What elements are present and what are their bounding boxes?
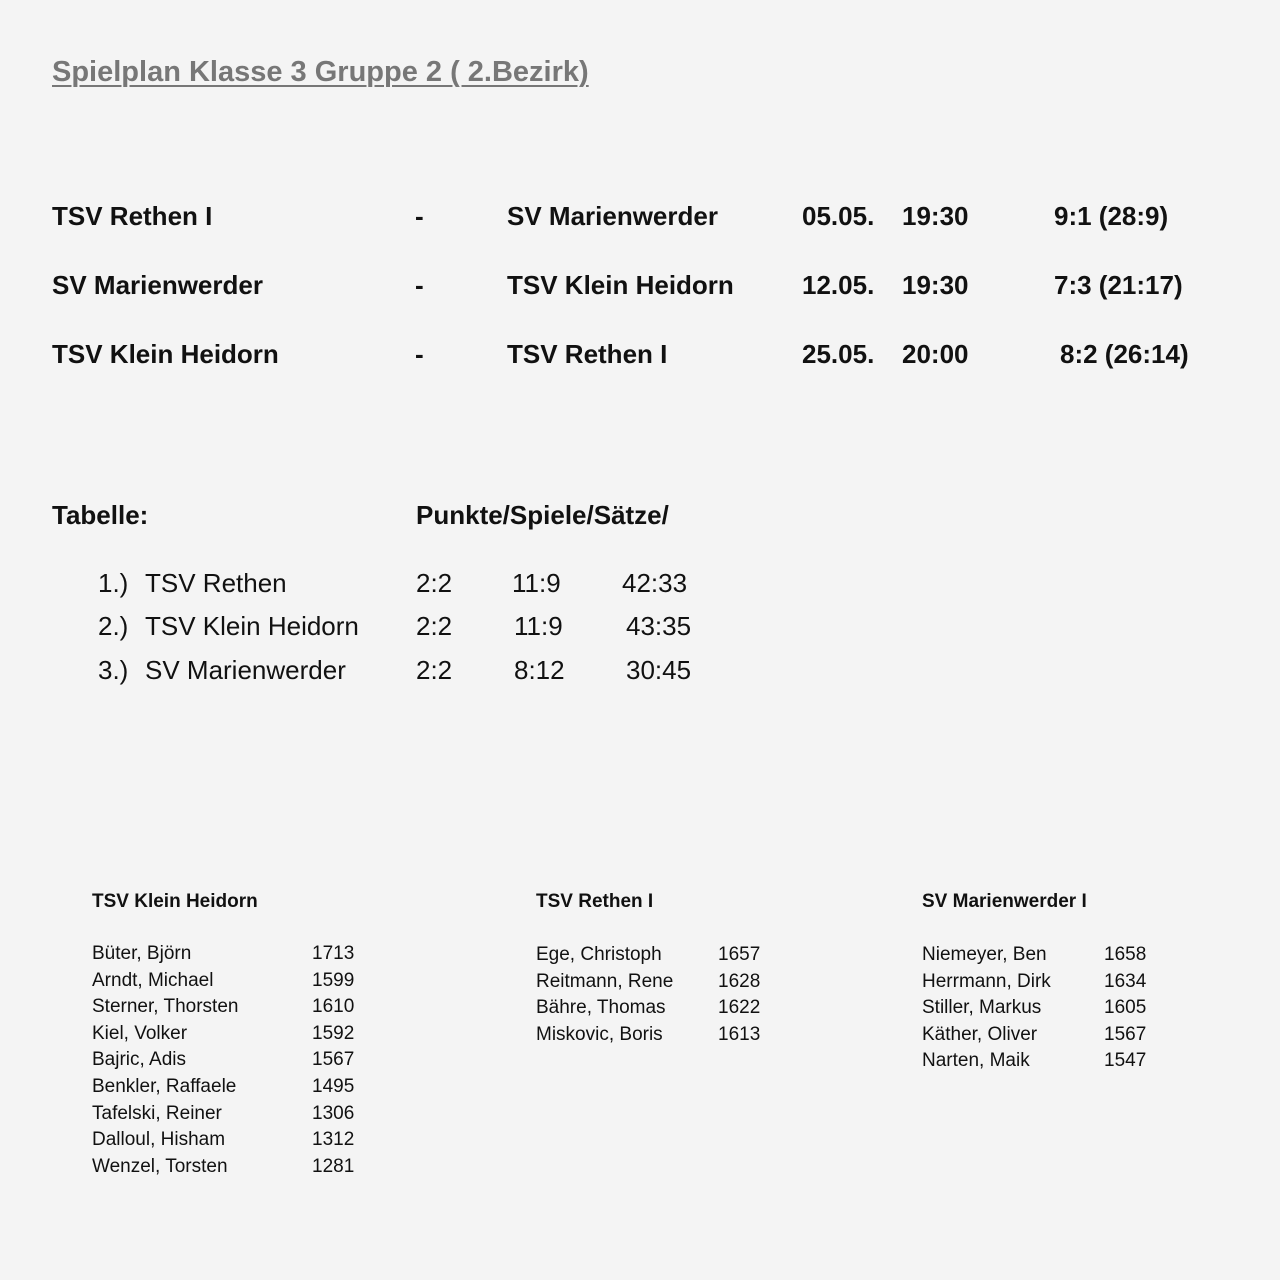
roster-player-row [92,941,392,967]
match-result: 7:3 (21:17) [1054,270,1183,300]
player-name: Käther, Oliver [922,1023,1038,1045]
match-away-team: TSV Rethen I [507,339,668,369]
match-home-team: TSV Rethen I [52,201,213,231]
standings-rank: 2.) [98,611,129,641]
match-away-team: TSV Klein Heidorn [507,270,734,300]
match-separator: - [415,339,424,369]
player-rating: 1306 [312,1102,355,1124]
match-date: 12.05. [802,270,875,300]
standings-rank: 1.) [98,568,129,598]
player-rating: 1281 [312,1155,355,1177]
player-name: Tafelski, Reiner [92,1102,222,1124]
roster-player-row [536,1022,836,1048]
player-rating: 1592 [312,1022,355,1044]
roster-player-row [92,1154,392,1180]
page-title: Spielplan Klasse 3 Gruppe 2 ( 2.Bezirk) [52,56,589,88]
player-rating: 1312 [312,1129,355,1151]
player-rating: 1599 [312,969,355,991]
roster-player-row [92,1047,392,1073]
roster-player-row [922,995,1222,1021]
roster-player-row [922,1048,1222,1074]
roster-player-row [536,969,836,995]
player-name: Niemeyer, Ben [922,944,1047,965]
standings-sets: 42:33 [622,568,688,598]
match-time: 19:30 [902,270,969,300]
roster-player-row [92,968,392,994]
match-row [0,265,1280,305]
match-date: 05.05. [802,201,875,231]
player-rating: 1613 [718,1023,761,1045]
roster-player-row [536,995,836,1021]
player-name: Arndt, Michael [92,969,214,991]
player-name: Bajric, Adis [92,1049,186,1071]
player-name: Dalloul, Hisham [92,1129,226,1151]
standings-team: TSV Rethen [145,568,287,598]
match-result: 9:1 (28:9) [1054,201,1169,231]
match-separator: - [415,270,424,300]
match-date: 25.05. [802,339,875,369]
player-rating: 1567 [1104,1023,1147,1045]
player-rating: 1610 [312,996,355,1018]
roster-title: TSV Rethen I [536,891,654,912]
player-rating: 1495 [312,1076,355,1097]
player-name: Büter, Björn [92,943,192,964]
roster-player-row [92,1127,392,1153]
standings-games: 11:9 [514,611,563,641]
roster-title: SV Marienwerder I [922,891,1087,912]
match-row [0,196,1280,236]
player-rating: 1634 [1104,970,1147,992]
standings-games: 11:9 [512,568,561,598]
match-time: 19:30 [902,201,969,231]
roster-player-row [922,1022,1222,1048]
player-name: Miskovic, Boris [536,1023,663,1045]
standings-row [0,650,1280,690]
player-name: Kiel, Volker [92,1022,188,1044]
player-name: Sterner, Thorsten [92,996,239,1018]
roster-player-row [92,994,392,1020]
roster-player-row [536,942,836,968]
match-home-team: TSV Klein Heidorn [52,339,279,369]
standings-sets: 43:35 [626,611,692,641]
standings-points: 2:2 [416,568,453,598]
standings-points: 2:2 [416,655,453,685]
match-home-team: SV Marienwerder [52,270,263,300]
standings-label: Tabelle: [52,500,149,530]
player-name: Bähre, Thomas [536,997,666,1019]
match-time: 20:00 [902,339,969,369]
player-rating: 1713 [312,943,355,964]
player-rating: 1657 [718,944,761,965]
roster-player-row [92,1074,392,1100]
standings-row [0,606,1280,646]
player-rating: 1628 [718,970,761,992]
player-name: Wenzel, Torsten [92,1155,228,1177]
standings-rank: 3.) [98,655,129,685]
player-rating: 1547 [1104,1050,1147,1072]
player-name: Stiller, Markus [922,997,1042,1019]
player-name: Ege, Christoph [536,944,662,965]
standings-team: TSV Klein Heidorn [145,611,359,641]
roster-title: TSV Klein Heidorn [92,891,258,912]
player-rating: 1658 [1104,944,1147,965]
roster-player-row [92,1101,392,1127]
standings-sets: 30:45 [626,655,692,685]
standings-row [0,563,1280,603]
player-name: Narten, Maik [922,1050,1030,1072]
player-name: Benkler, Raffaele [92,1076,237,1097]
standings-header: Punkte/Spiele/Sätze/ [416,500,669,530]
standings-games: 8:12 [514,655,565,685]
standings-team: SV Marienwerder [145,655,346,685]
roster-player-row [922,969,1222,995]
match-result: 8:2 (26:14) [1060,339,1189,369]
player-rating: 1605 [1104,997,1147,1019]
roster-player-row [922,942,1222,968]
player-name: Herrmann, Dirk [922,970,1051,992]
standings-points: 2:2 [416,611,453,641]
roster-player-row [92,1021,392,1047]
player-rating: 1567 [312,1049,355,1071]
player-rating: 1622 [718,997,761,1019]
match-away-team: SV Marienwerder [507,201,718,231]
player-name: Reitmann, Rene [536,970,674,992]
match-separator: - [415,201,424,231]
match-row [0,334,1280,374]
